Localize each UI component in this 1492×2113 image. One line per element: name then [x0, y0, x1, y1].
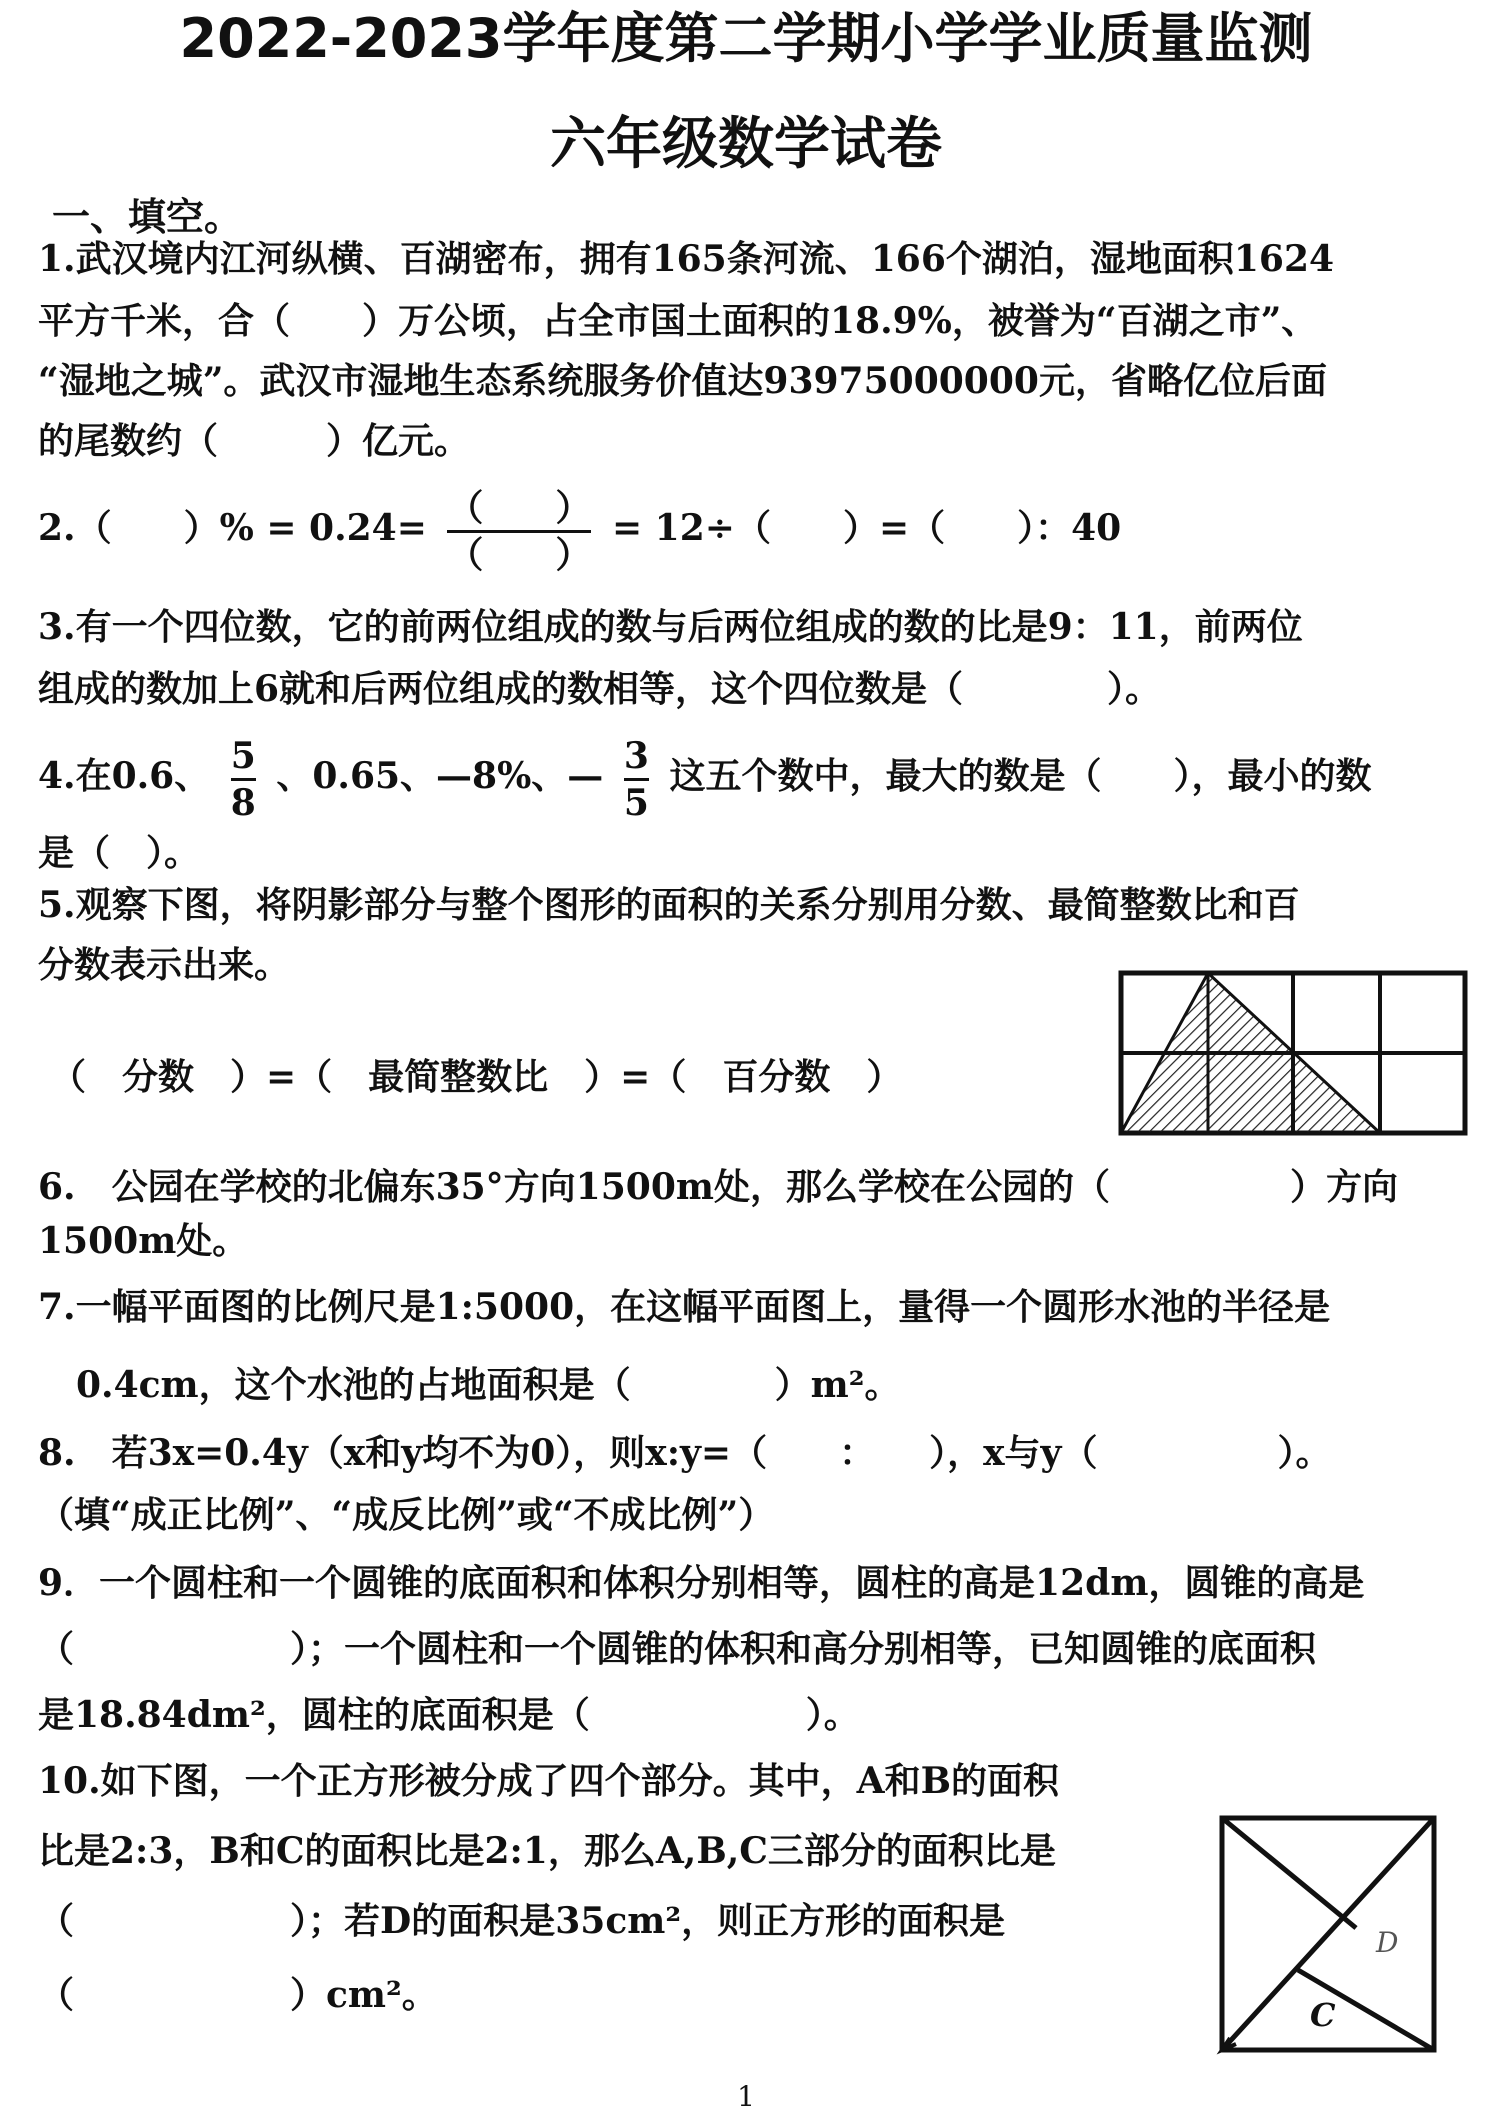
q8-line-2: （填“成正比例”、“成反比例”或“不成比例”） [38, 1494, 775, 1536]
q4-part-a: 4.在0.6、 [38, 755, 211, 797]
exam-subtitle: 六年级数学试卷 [550, 112, 942, 177]
q2-fraction-denominator: （ ） [447, 530, 591, 577]
q10-line-4: （ ）cm²。 [38, 1974, 438, 2016]
q10-line-3: （ ）；若D的面积是35cm²，则正方形的面积是 [38, 1900, 1006, 1942]
q2-part-b: = 12÷（ ）=（ ）：40 [611, 507, 1122, 549]
q4-line-2: 是（ ）。 [38, 832, 201, 874]
q4-line-1 [38, 728, 1371, 825]
q6-line-1: 6. 公园在学校的北偏东35°方向1500m处，那么学校在公园的（ ）方向 [38, 1166, 1398, 1208]
q9-line-3: 是18.84dm²，圆柱的底面积是（ ）。 [38, 1694, 860, 1736]
q5-answer-line: （ 分数 ）=（ 最简整数比 ）=（ 百分数 ） [50, 1056, 903, 1098]
q1-line-2: 平方千米，合（ ）万公顷，占全市国土面积的18.9%，被誉为“百湖之市”、 [38, 300, 1318, 342]
q2-line [38, 480, 1121, 577]
q9-line-2: （ ）；一个圆柱和一个圆锥的体积和高分别相等，已知圆锥的底面积 [38, 1628, 1317, 1670]
q4-fraction-2-numerator: 3 [623, 734, 649, 777]
q4-part-c: 这五个数中，最大的数是（ ），最小的数 [669, 755, 1372, 797]
q4-fraction-2-denominator: 5 [624, 778, 649, 825]
q6-line-2: 1500m处。 [38, 1220, 249, 1262]
q10-label-c: C [1310, 1996, 1336, 2034]
page-number: 1 [737, 2080, 755, 2113]
q3-line-1: 3.有一个四位数，它的前两位组成的数与后两位组成的数的比是9：11，前两位 [38, 606, 1303, 648]
q2-fraction-numerator: （ ） [447, 486, 592, 529]
q2-fraction [447, 486, 591, 577]
q4-fraction-2 [624, 734, 649, 825]
q4-fraction-1-numerator: 5 [230, 734, 256, 777]
q1-line-3: “湿地之城”。武汉市湿地生态系统服务价值达93975000000元，省略亿位后面 [38, 360, 1327, 402]
q9-line-1: 9．一个圆柱和一个圆锥的底面积和体积分别相等，圆柱的高是12dm，圆锥的高是 [38, 1562, 1365, 1604]
section-heading: 一、填空。 [52, 195, 243, 239]
q4-fraction-1 [231, 734, 256, 825]
q3-line-2: 组成的数加上6就和后两位组成的数相等，这个四位数是（ ）。 [38, 668, 1162, 710]
q10-square-figure [1216, 1812, 1442, 2058]
q5-grid-figure [1118, 970, 1468, 1136]
q1-line-1: 1.武汉境内江河纵横、百湖密布，拥有165条河流、166个湖泊，湿地面积1624 [38, 238, 1335, 280]
q5-line-1: 5.观察下图，将阴影部分与整个图形的面积的关系分别用分数、最简整数比和百 [38, 884, 1300, 926]
q5-line-2: 分数表示出来。 [38, 944, 291, 986]
q7-line-1: 7.一幅平面图的比例尺是1:5000，在这幅平面图上，量得一个圆形水池的半径是 [38, 1286, 1331, 1328]
q1-line-4: 的尾数约（ ）亿元。 [38, 420, 471, 462]
q4-fraction-1-denominator: 8 [231, 778, 256, 825]
q7-line-2: 0.4cm，这个水池的占地面积是（ ）m²。 [76, 1364, 901, 1406]
q10-label-d: D [1376, 1926, 1399, 1959]
q4-part-b: 、0.65、—8%、— [276, 755, 604, 797]
q10-line-2: 比是2:3，B和C的面积比是2:1，那么A,B,C三部分的面积比是 [38, 1830, 1056, 1872]
q2-part-a: 2.（ ）% = 0.24= [38, 507, 427, 549]
exam-title: 2022-2023学年度第二学期小学学业质量监测 [179, 7, 1313, 70]
q8-line-1: 8. 若3x=0.4y（x和y均不为0），则x:y=（ ： ），x与y（ ）。 [38, 1432, 1332, 1474]
q10-line-1: 10.如下图，一个正方形被分成了四个部分。其中，A和B的面积 [38, 1760, 1059, 1802]
